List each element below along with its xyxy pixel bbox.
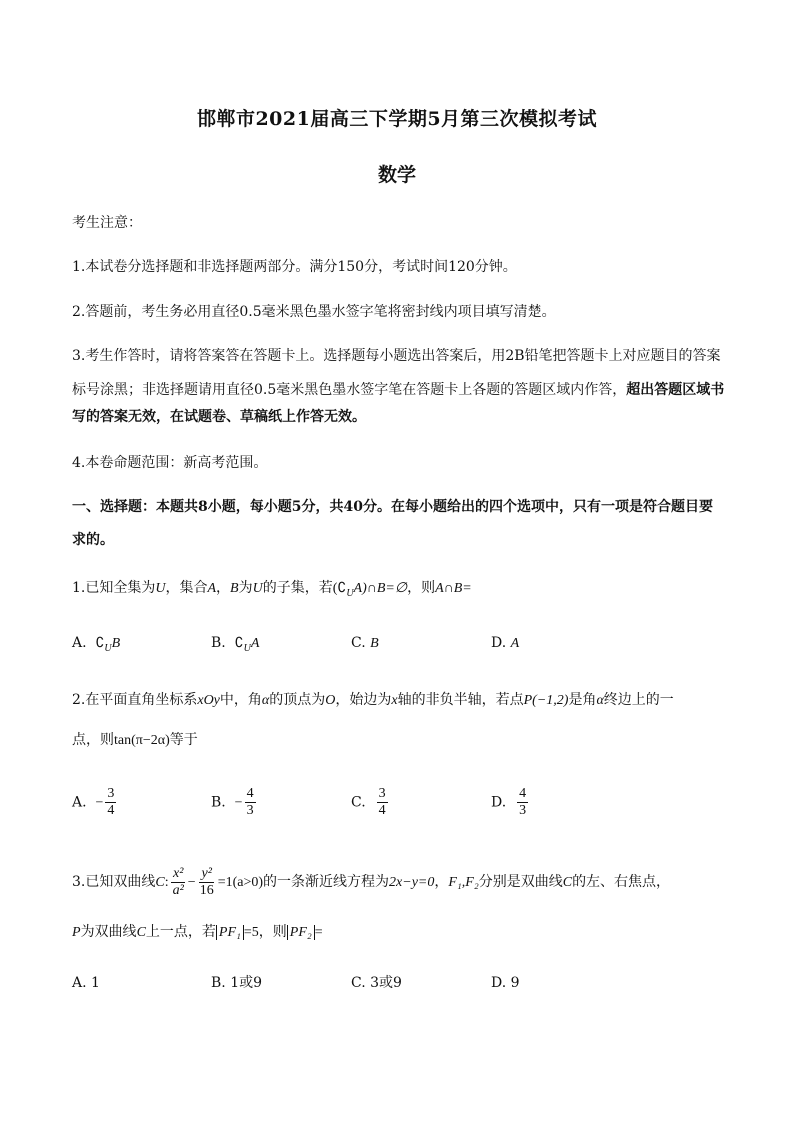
notice-item-2: 2.答题前，考生务必用直径0.5毫米黑色墨水签字笔将密封线内项目填写清楚。 bbox=[72, 304, 556, 320]
exam-title: 邯郸市2021届高三下学期5月第三次模拟考试 bbox=[196, 108, 598, 130]
q3-stem-line-1: 3.已知双曲线C: $\frac{\text{x²}}{\text{a²}}$ − $\frac{\text{y²}}{16}$ =1(a>0)的一条渐近线方程为2x−y=0，F₁,F₂分别是双曲线C的左、右焦点， bbox=[72, 865, 671, 898]
fraction: $\frac{\text{x²}}{\text{a²}}$ bbox=[172, 865, 184, 898]
notice-item-3-bold-a: 超出答题区域书 bbox=[626, 382, 725, 398]
notice-item-3-line-2 bbox=[72, 380, 724, 400]
fraction: $\frac{\text{y²}}{16}$ bbox=[199, 865, 214, 898]
fraction: $\frac{4}{3}$ bbox=[246, 786, 254, 818]
q1-option-c[interactable]: C. B bbox=[351, 635, 379, 651]
q1-option-d[interactable]: D. A bbox=[491, 635, 520, 651]
exam-subject: 数学 bbox=[377, 164, 416, 186]
q2-stem-line-2: 点，则tan(π−2α)等于 bbox=[72, 732, 198, 748]
notice-item-1: 1.本试卷分选择题和非选择题两部分。满分150分，考试时间120分钟。 bbox=[72, 259, 517, 275]
q3-option-a[interactable]: A. 1 bbox=[72, 975, 100, 991]
fraction: $\frac{4}{3}$ bbox=[519, 786, 527, 818]
q3-option-b[interactable]: B. 1或9 bbox=[211, 975, 263, 991]
q2-option-d[interactable]: D. $\frac{4}{3}$ bbox=[491, 786, 527, 818]
fraction: $\frac{3}{4}$ bbox=[107, 786, 115, 818]
q1-option-b[interactable]: B. $∁_UA$ bbox=[211, 635, 260, 654]
notice-item-4: 4.本卷命题范围：新高考范围。 bbox=[72, 455, 268, 471]
notice-heading: 考生注意： bbox=[72, 215, 142, 231]
q3-stem-line-2: P为双曲线C上一点，若 PF₁ =5，则 PF₂ = bbox=[72, 924, 323, 940]
section-1-heading-cont: 求的。 bbox=[72, 532, 114, 548]
q1-stem: 1.已知全集为U，集合A，B为U的子集，若$(∁_UA)\cap B=\emptyset$，则A∩B= bbox=[72, 580, 472, 599]
q3-option-c[interactable]: C. 3或9 bbox=[351, 975, 402, 991]
q1-option-a[interactable]: A. $∁_UB$ bbox=[72, 635, 121, 654]
q3-option-d[interactable]: D. 9 bbox=[491, 975, 520, 991]
section-1-heading: 一、选择题：本题共8小题，每小题5分，共40分。在每小题给出的四个选项中，只有一项是符合题目要 bbox=[72, 499, 713, 515]
q2-option-c[interactable]: C. $\frac{3}{4}$ bbox=[351, 786, 386, 818]
q2-option-b[interactable]: B. − $\frac{4}{3}$ bbox=[211, 786, 254, 818]
notice-item-3-line-1: 3.考生作答时，请将答案答在答题卡上。选择题每小题选出答案后，用2B铅笔把答题卡上对应题目的答案 bbox=[72, 348, 721, 364]
q2-stem-line-1: 2.在平面直角坐标系xOy中，角α的顶点为O，始边为x轴的非负半轴，若点P(−1,2)是角α终边上的一 bbox=[72, 692, 674, 708]
notice-item-3-line-3: 写的答案无效，在试题卷、草稿纸上作答无效。 bbox=[72, 409, 366, 425]
notice-item-3-normal: 标号涂黑；非选择题请用直径0.5毫米黑色墨水签字笔在答题卡上各题的答题区域内作答， bbox=[72, 382, 627, 398]
fraction: $\frac{3}{4}$ bbox=[378, 786, 386, 818]
q2-option-a[interactable]: A. − $\frac{3}{4}$ bbox=[72, 786, 115, 818]
